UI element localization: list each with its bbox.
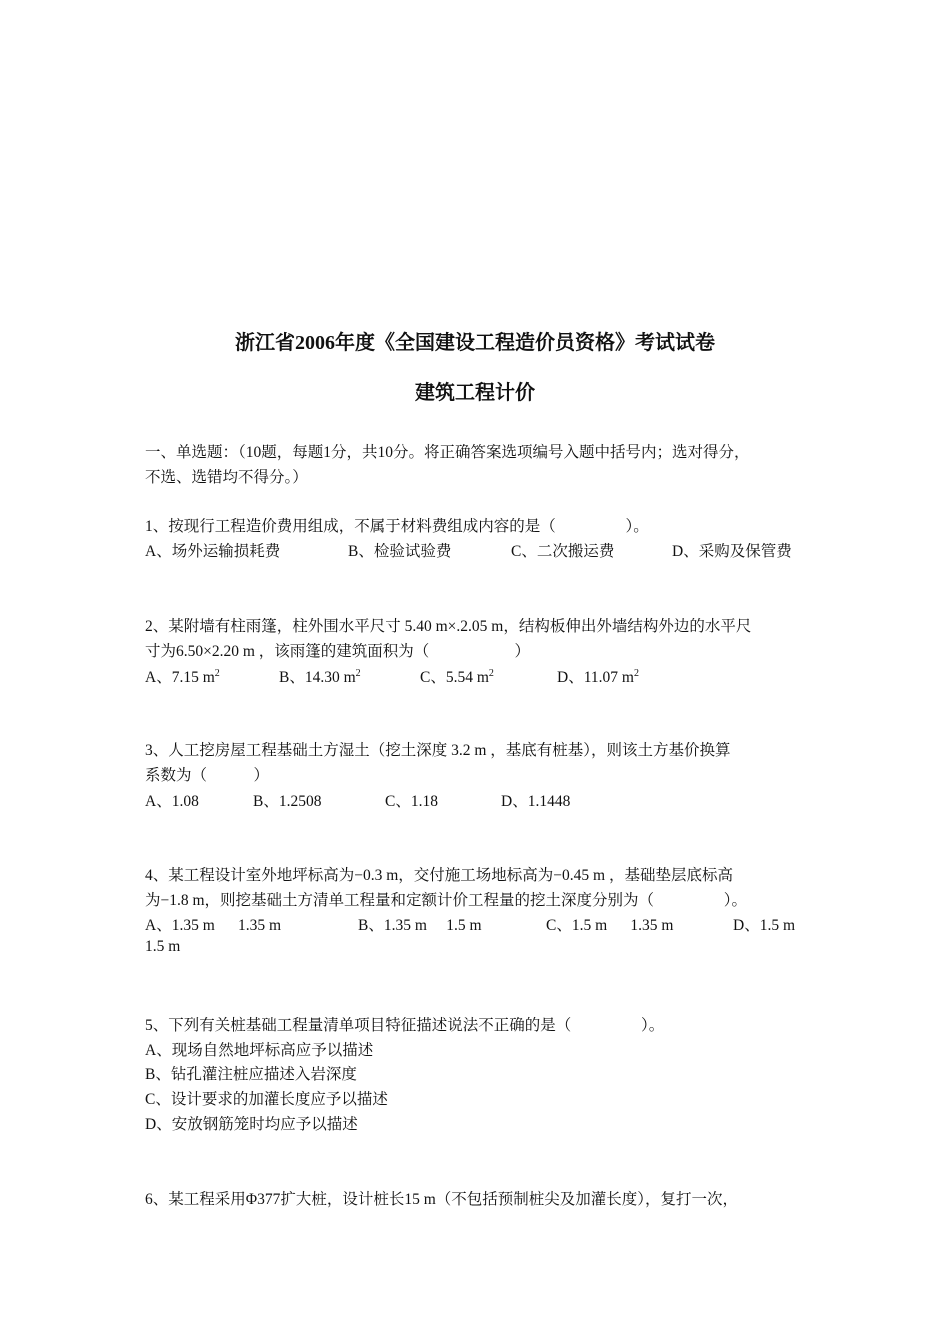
question-4-option-b: B、1.35 m 1.5 m: [358, 917, 482, 934]
question-6-stem-line-1: 6、某工程采用Φ377扩大桩，设计桩长15 m（不包括预制桩尖及加灌长度），复打一次，: [145, 1191, 739, 1208]
document-title: 浙江省2006年度《全国建设工程造价员资格》考试试卷: [235, 332, 715, 354]
question-4-option-a: A、1.35 m 1.35 m: [145, 917, 282, 934]
document-subtitle: 建筑工程计价: [415, 382, 535, 404]
question-2-option-a: A、7.15 $m^2$: [145, 667, 220, 686]
question-2-option-c: C、5.54 $m^2$: [420, 667, 494, 686]
question-4-option-c: C、1.5 m 1.35 m: [546, 917, 674, 934]
question-3-option-c: C、1.18: [385, 793, 438, 810]
question-5-stem: 5、下列有关桩基础工程量清单项目特征描述说法不正确的是（ ）。: [145, 1017, 665, 1034]
question-2-option-d: D、11.07 $m^2$: [557, 667, 639, 686]
question-4-stem-line-1: 4、某工程设计室外地坪标高为−0.3 m，交付施工场地标高为−0.45 m ，基础垫层底标高: [145, 867, 733, 884]
question-1-option-b: B、检验试验费: [348, 543, 452, 560]
question-5-option-b: B、钻孔灌注桩应描述入岩深度: [145, 1066, 357, 1083]
question-5-option-c: C、设计要求的加灌长度应予以描述: [145, 1091, 388, 1108]
question-3-stem-line-2: 系数为（ ）: [145, 767, 270, 784]
question-2-stem-line-2: 寸为6.50×2.20 m ，该雨篷的建筑面积为（ ）: [145, 643, 531, 660]
question-3-option-d: D、1.1448: [501, 793, 571, 810]
question-3-option-b: B、1.2508: [253, 793, 322, 810]
question-3-option-a: A、1.08: [145, 793, 199, 810]
question-4-option-d: D、1.5 m: [733, 917, 796, 934]
question-1-option-a: A、场外运输损耗费: [145, 543, 281, 560]
question-4-stem-line-2: 为−1.8 m，则挖基础土方清单工程量和定额计价工程量的挖土深度分别为（ ）。: [145, 892, 748, 909]
question-1-option-c: C、二次搬运费: [511, 543, 615, 560]
question-1-stem: 1、按现行工程造价费用组成，不属于材料费组成内容的是（ ）。: [145, 518, 649, 535]
question-3-stem-line-1: 3、人工挖房屋工程基础土方湿土（挖土深度 3.2 m ，基底有桩基），则该土方基价换算: [145, 742, 731, 759]
question-2-stem-line-1: 2、某附墙有柱雨篷，柱外围水平尺寸 5.40 m×.2.05 m，结构板伸出外墙结构外边的水平尺: [145, 618, 752, 635]
question-1-option-d: D、采购及保管费: [672, 543, 792, 560]
question-5-option-a: A、现场自然地坪标高应予以描述: [145, 1042, 374, 1059]
question-4-option-d-continued: 1.5 m: [145, 938, 181, 955]
question-2-option-b: B、14.30 $m^2$: [279, 667, 361, 686]
question-5-option-d: D、安放钢筋笼时均应予以描述: [145, 1116, 358, 1133]
instructions-line-1: 一、单选题：（10题，每题1分，共10分。将正确答案选项编号入题中括号内；选对得分，: [145, 444, 750, 461]
instructions-line-2: 不选、选错均不得分。）: [145, 469, 308, 486]
